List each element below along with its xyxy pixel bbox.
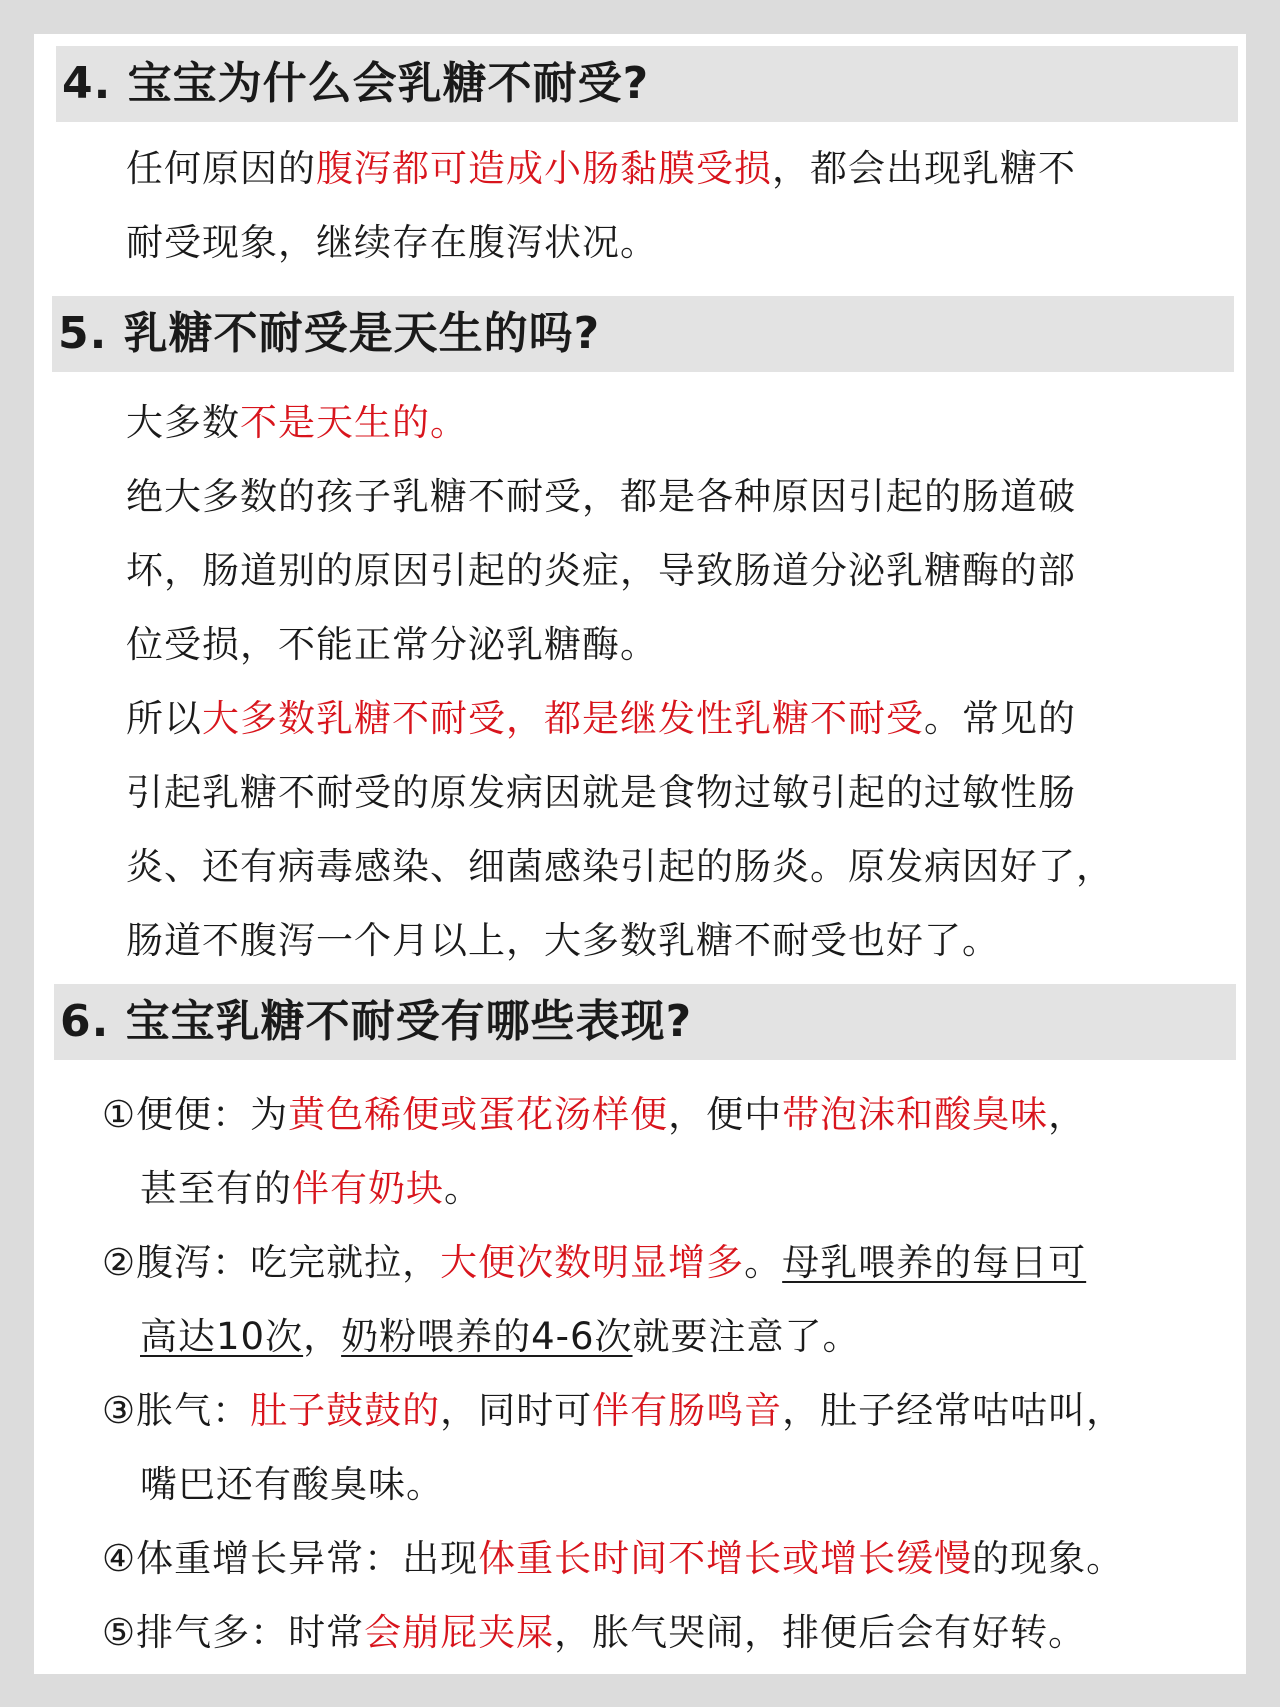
section-4-heading: 4. 宝宝为什么会乳糖不耐受? — [56, 46, 1238, 122]
text-line: ②腹泻：吃完就拉，大便次数明显增多。母乳喂养的每日可 — [102, 1241, 1087, 1284]
text-line: 引起乳糖不耐受的原发病因就是食物过敏引起的过敏性肠 — [126, 771, 1076, 814]
symptom-bloating — [102, 1374, 1124, 1522]
text-line: 大多数不是天生的。 — [126, 401, 468, 444]
section-4-paragraph — [126, 132, 1076, 280]
text-line: 位受损，不能正常分泌乳糖酶。 — [126, 623, 658, 666]
text-line: 所以大多数乳糖不耐受，都是继发性乳糖不耐受。常见的 — [126, 697, 1076, 740]
text-line: 嘴巴还有酸臭味。 — [140, 1463, 444, 1506]
section-5-paragraph-2 — [126, 460, 1076, 682]
symptom-weight — [102, 1522, 1124, 1596]
symptom-diarrhea — [102, 1226, 1086, 1374]
text-line: 炎、还有病毒感染、细菌感染引起的肠炎。原发病因好了， — [126, 845, 1114, 888]
text-line: ①便便：为黄色稀便或蛋花汤样便，便中带泡沫和酸臭味， — [102, 1093, 1087, 1136]
symptom-stool — [102, 1078, 1086, 1226]
symptom-gas — [102, 1596, 1086, 1670]
text-line: 耐受现象，继续存在腹泻状况。 — [126, 221, 658, 264]
section-5-heading: 5. 乳糖不耐受是天生的吗? — [52, 296, 1234, 372]
text-line: 肠道不腹泻一个月以上，大多数乳糖不耐受也好了。 — [126, 919, 1000, 962]
text-line: 甚至有的伴有奶块。 — [140, 1167, 482, 1210]
content-card — [34, 34, 1246, 1674]
section-6-heading: 6. 宝宝乳糖不耐受有哪些表现? — [54, 984, 1236, 1060]
text-line: 高达10次，奶粉喂养的4-6次就要注意了。 — [140, 1315, 861, 1358]
text-line: 坏，肠道别的原因引起的炎症，导致肠道分泌乳糖酶的部 — [126, 549, 1076, 592]
section-5-paragraph-1 — [126, 386, 468, 460]
text-line: ⑤排气多：时常会崩屁夹屎，胀气哭闹，排便后会有好转。 — [102, 1611, 1087, 1654]
text-line: ③胀气：肚子鼓鼓的，同时可伴有肠鸣音，肚子经常咕咕叫， — [102, 1389, 1125, 1432]
text-line: ④体重增长异常：出现体重长时间不增长或增长缓慢的现象。 — [102, 1537, 1125, 1580]
text-line: 任何原因的腹泻都可造成小肠黏膜受损，都会出现乳糖不 — [126, 147, 1076, 190]
text-line: 绝大多数的孩子乳糖不耐受，都是各种原因引起的肠道破 — [126, 475, 1076, 518]
section-5-paragraph-3 — [126, 682, 1114, 978]
